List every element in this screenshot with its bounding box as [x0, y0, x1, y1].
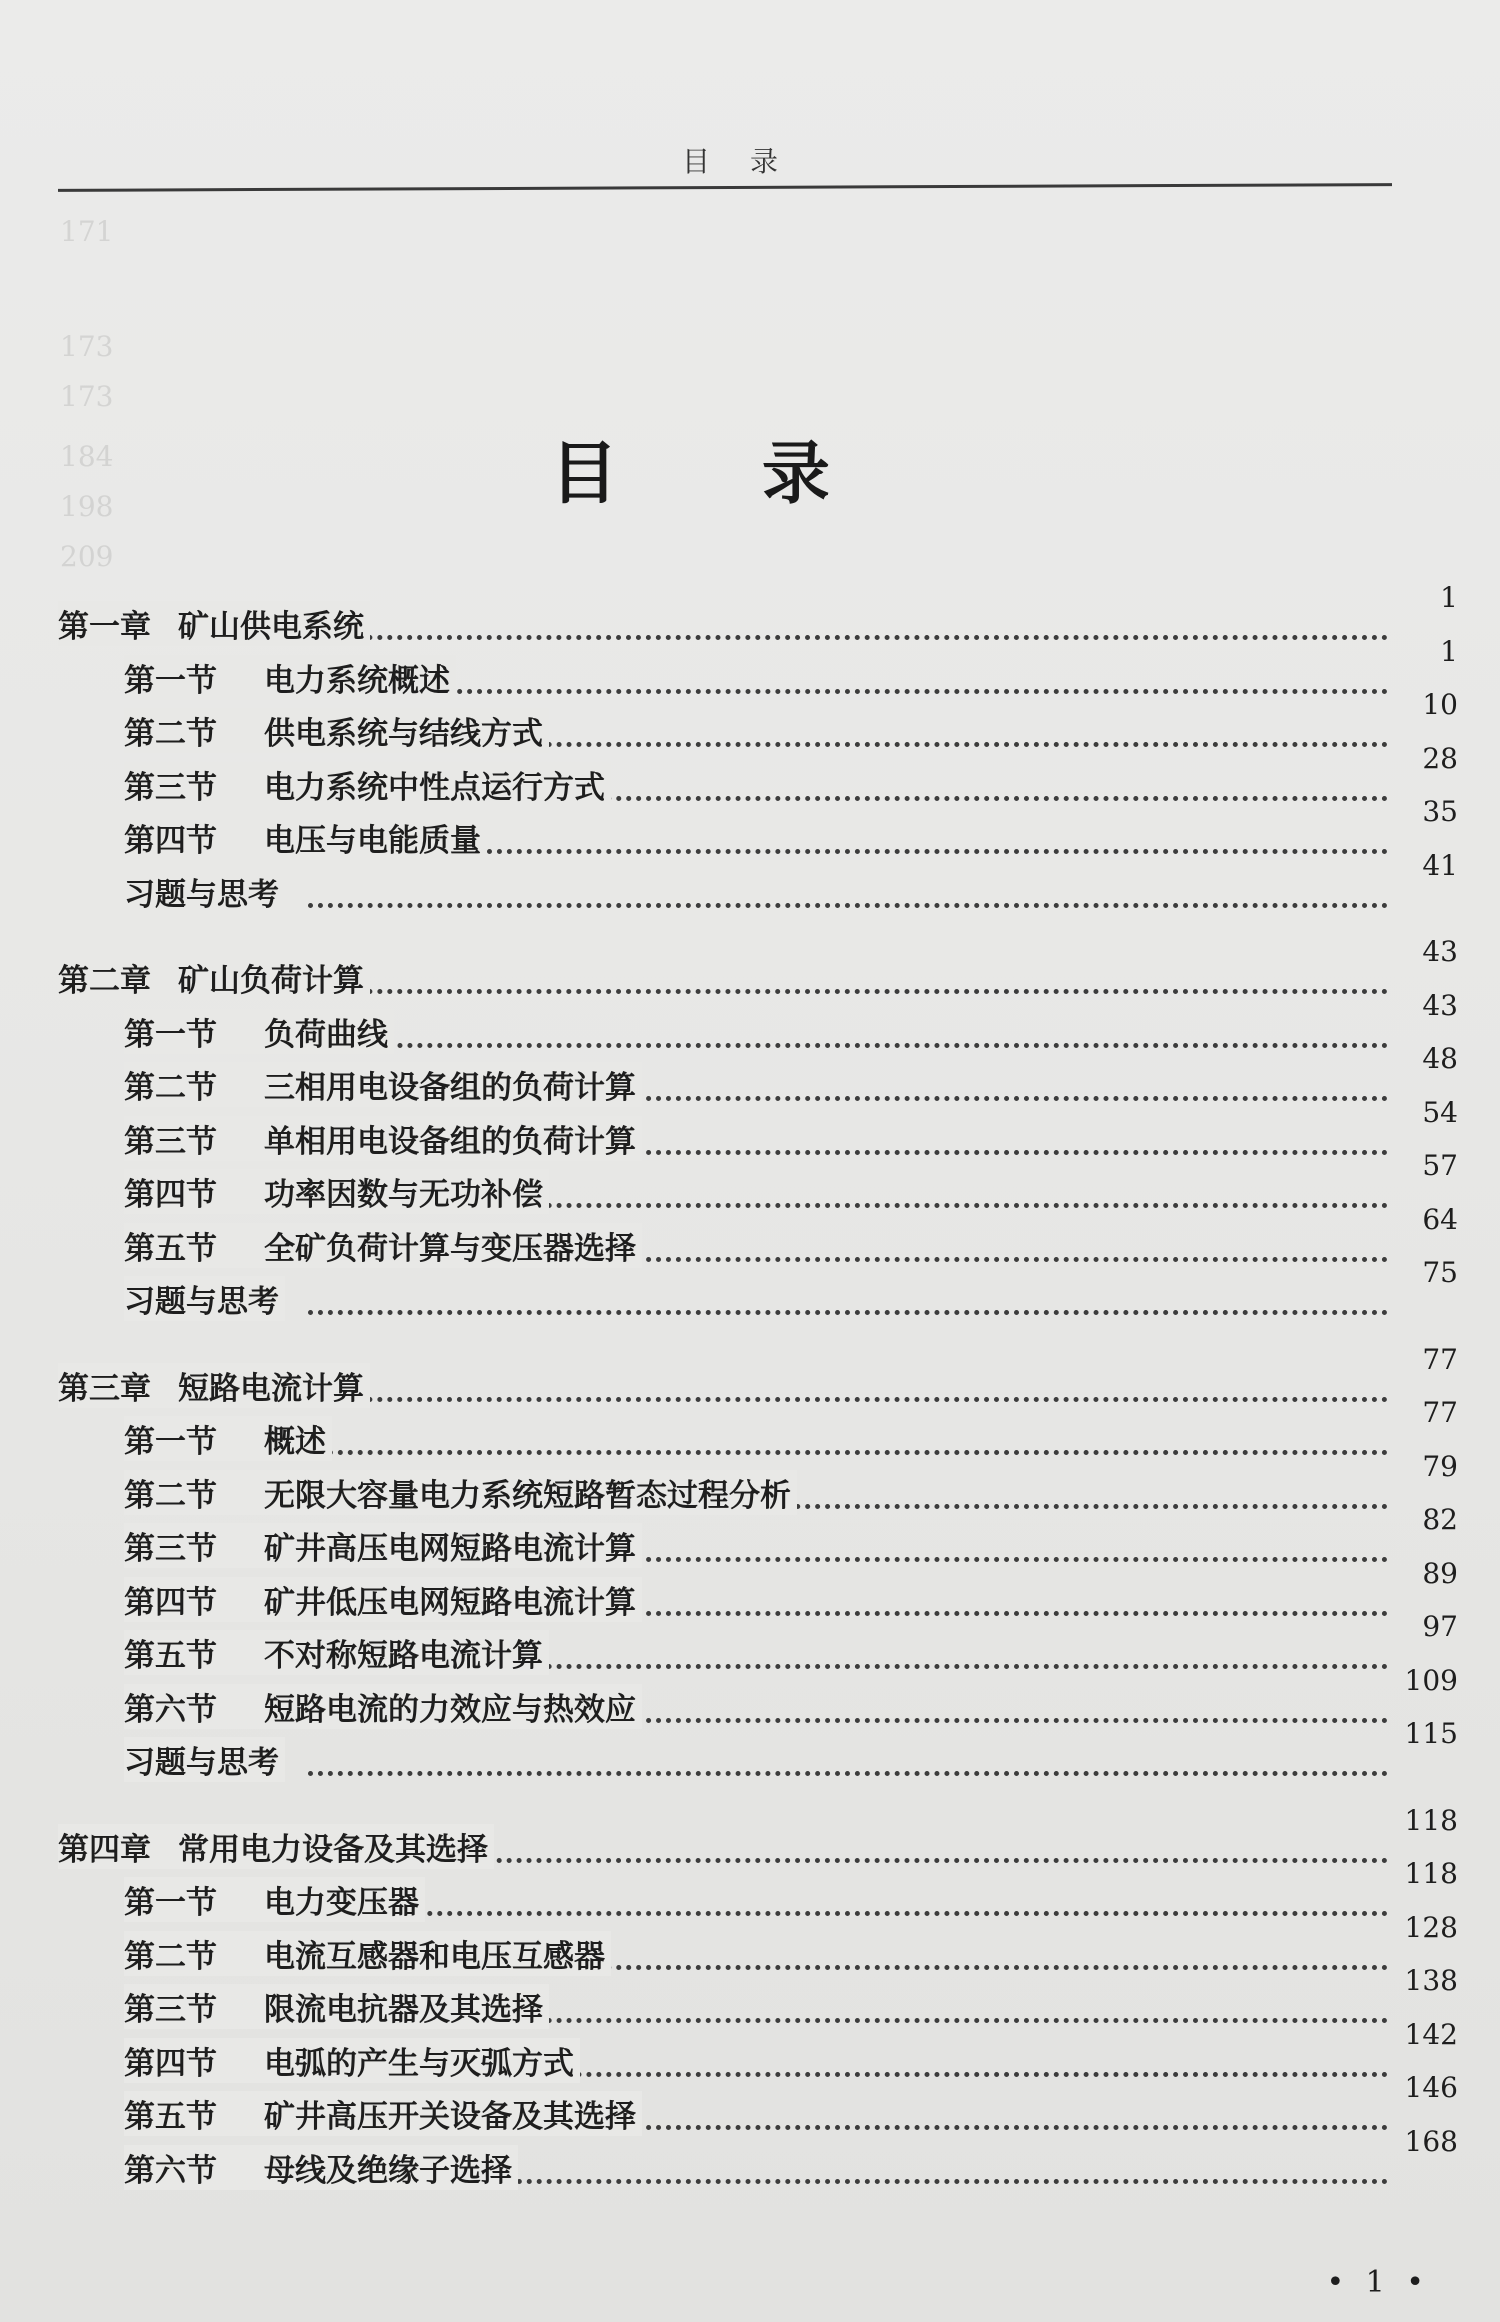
- header-rule: [58, 183, 1392, 192]
- toc-entry-number: 第五节: [124, 1230, 217, 1267]
- toc-entry-title: 矿山供电系统: [178, 609, 364, 645]
- toc-page-number: 146: [1404, 2071, 1458, 2104]
- toc-entry-label: [124, 655, 456, 700]
- toc-entry-label: [124, 1062, 642, 1107]
- toc-chapter-entry: [58, 1342, 1458, 1408]
- bleed-through-text: 184: [60, 440, 114, 473]
- toc-page-number: 75: [1422, 1256, 1458, 1289]
- toc-entry-title: 全矿负荷计算与变压器选择: [264, 1230, 636, 1267]
- bleed-through-text: 209: [60, 540, 114, 573]
- toc-page-number: 138: [1404, 1964, 1458, 1997]
- toc-entry-number: 第六节: [124, 2152, 217, 2189]
- toc-entry-title: 常用电力设备及其选择: [178, 1831, 488, 1868]
- toc-entry-number: 第六节: [124, 1691, 217, 1728]
- toc-entry-title: 习题与思考: [124, 876, 279, 913]
- toc-section-entry: [58, 1449, 1458, 1515]
- toc-entry-label: [124, 1416, 332, 1461]
- toc-entry-number: 第三章: [58, 1370, 151, 1407]
- toc-entry-number: 第二节: [124, 1477, 217, 1514]
- toc-chapter-entry: [58, 935, 1458, 1000]
- toc-entry-label: [124, 1984, 549, 2029]
- toc-page-number: 48: [1422, 1042, 1458, 1075]
- toc-section-entry: [58, 2017, 1458, 2083]
- toc-page-number: 128: [1404, 1910, 1458, 1944]
- toc-entry-label: [124, 1116, 642, 1161]
- toc-entry-label: [124, 1737, 285, 1782]
- toc-page-number: 118: [1404, 1857, 1458, 1890]
- toc-section-entry: [58, 1202, 1458, 1268]
- toc-page-number: 77: [1422, 1342, 1458, 1376]
- toc-entry-label: [124, 2145, 518, 2190]
- toc-page-number: 97: [1422, 1610, 1458, 1643]
- toc-section-entry: [58, 1095, 1458, 1161]
- toc-entry-title: 无限大容量电力系统短路暂态过程分析: [264, 1477, 791, 1514]
- toc-entry-title: 矿山负荷计算: [178, 963, 364, 999]
- toc-entry-number: 第二节: [124, 1938, 217, 1975]
- toc-page-number: 77: [1422, 1396, 1458, 1429]
- toc-chapter-entry: [58, 581, 1458, 646]
- toc-entry-title: 不对称短路电流计算: [264, 1638, 543, 1674]
- toc-entry-number: 第一节: [124, 1424, 217, 1460]
- toc-entry-title: 三相用电设备组的负荷计算: [264, 1070, 636, 1106]
- leader-dots: [308, 1771, 1388, 1776]
- toc-exercise-entry: [58, 1717, 1458, 1782]
- toc-page-number: 43: [1422, 988, 1458, 1022]
- toc-entry-label: [58, 1363, 370, 1408]
- toc-page-number: 118: [1404, 1803, 1458, 1837]
- toc-entry-title: 电弧的产生与灭弧方式: [264, 2045, 574, 2082]
- toc-entry-label: [124, 869, 285, 914]
- toc-entry-label: [124, 1684, 642, 1729]
- toc-entry-label: [124, 762, 611, 807]
- toc-exercise-entry: [58, 848, 1458, 914]
- toc-section-entry: [58, 1910, 1458, 1976]
- toc-section-entry: [58, 795, 1458, 860]
- leader-dots: [258, 1397, 1388, 1402]
- toc-entry-number: 第四节: [124, 1177, 217, 1213]
- toc-entry-number: 第一节: [124, 1885, 217, 1921]
- toc-entry-title: 矿井高压电网短路电流计算: [264, 1531, 636, 1567]
- toc-entry-label: [58, 955, 370, 1000]
- toc-entry-title: 电力变压器: [264, 1885, 419, 1921]
- leader-dots: [258, 635, 1388, 640]
- bleed-through-text: 198: [60, 490, 114, 523]
- toc-entry-number: 第一节: [124, 662, 217, 699]
- toc-entry-number: 第四节: [124, 823, 217, 859]
- toc-page-number: 54: [1422, 1095, 1458, 1129]
- running-head: 目录: [681, 145, 818, 178]
- toc-entry-label: [124, 1223, 642, 1268]
- toc-section-entry: [58, 1042, 1458, 1107]
- toc-section-entry: [58, 2124, 1458, 2190]
- leader-dots: [308, 903, 1388, 908]
- toc-entry-label: [124, 1523, 642, 1568]
- toc-page-number: 35: [1422, 795, 1458, 828]
- toc-chapter-entry: [58, 1803, 1458, 1869]
- toc-section-entry: [58, 988, 1458, 1054]
- toc-page-number: 1: [1440, 581, 1458, 614]
- toc-page-number: 1: [1440, 634, 1458, 668]
- page-number: • 1 •: [1326, 2265, 1430, 2300]
- bleed-through-text: 173: [60, 330, 114, 363]
- toc-entry-title: 电压与电能质量: [264, 823, 481, 859]
- toc-entry-number: 第四节: [124, 2045, 217, 2082]
- toc-entry-title: 功率因数与无功补偿: [264, 1177, 543, 1213]
- bleed-through-text: 171: [60, 215, 114, 248]
- toc-entry-number: 第三节: [124, 1531, 217, 1567]
- toc-entry-label: [124, 1630, 549, 1675]
- toc-entry-label: [124, 1931, 611, 1976]
- toc-entry-title: 限流电抗器及其选择: [264, 1992, 543, 2028]
- toc-entry-title: 电流互感器和电压互感器: [264, 1938, 605, 1975]
- toc-section-entry: [58, 1964, 1458, 2029]
- leader-dots: [308, 689, 1388, 694]
- toc-page-number: 142: [1404, 2017, 1458, 2051]
- toc-entry-title: 习题与思考: [124, 1745, 279, 1781]
- toc-page-number: 64: [1422, 1202, 1458, 1236]
- toc-entry-label: [124, 1009, 394, 1054]
- toc-entry-title: 母线及绝缘子选择: [264, 2152, 512, 2189]
- toc-entry-number: 第五节: [124, 2099, 217, 2135]
- toc-entry-number: 第四章: [58, 1831, 151, 1868]
- toc-entry-label: [124, 1276, 285, 1321]
- toc-entry-title: 短路电流的力效应与热效应: [264, 1691, 636, 1728]
- toc-entry-label: [124, 1169, 549, 1214]
- toc-entry-number: 第三节: [124, 1992, 217, 2028]
- toc-page-number: 28: [1422, 741, 1458, 775]
- toc-entry-number: 第五节: [124, 1638, 217, 1674]
- toc-entry-number: 第一章: [58, 609, 151, 645]
- toc-entry-label: [58, 1824, 494, 1869]
- page-title: 目 录: [550, 434, 890, 514]
- toc-entry-number: 第二章: [58, 963, 151, 999]
- toc-section-entry: [58, 1857, 1458, 1922]
- toc-page-number: 115: [1404, 1717, 1458, 1750]
- toc-entry-title: 单相用电设备组的负荷计算: [264, 1123, 636, 1160]
- toc-page-number: 109: [1404, 1663, 1458, 1697]
- toc-entry-title: 负荷曲线: [264, 1016, 388, 1053]
- toc-page-number: 168: [1404, 2124, 1458, 2158]
- toc-entry-label: [124, 1877, 425, 1922]
- toc-page-number: 82: [1422, 1503, 1458, 1536]
- leader-dots: [308, 1911, 1388, 1916]
- toc-entry-number: 第三节: [124, 769, 217, 806]
- toc-page-number: 10: [1422, 688, 1458, 721]
- toc-entry-title: 供电系统与结线方式: [264, 716, 543, 752]
- toc-entry-title: 电力系统中性点运行方式: [264, 769, 605, 806]
- leader-dots: [308, 1450, 1388, 1455]
- toc-page-number: 89: [1422, 1556, 1458, 1590]
- toc-entry-label: [124, 708, 549, 753]
- toc-entry-label: [124, 1470, 797, 1515]
- toc-entry-number: 第二节: [124, 716, 217, 752]
- toc-entry-number: 第四节: [124, 1584, 217, 1621]
- leader-dots: [308, 1310, 1388, 1315]
- toc-section-entry: [58, 1149, 1458, 1214]
- toc-page-number: 41: [1422, 848, 1458, 882]
- toc-section-entry: [58, 1663, 1458, 1729]
- toc-entry-number: 第三节: [124, 1123, 217, 1160]
- toc-section-entry: [58, 1396, 1458, 1461]
- bleed-through-text: 173: [60, 380, 114, 413]
- toc-entry-label: [124, 1577, 642, 1622]
- toc-entry-label: [124, 2038, 580, 2083]
- toc-section-entry: [58, 1503, 1458, 1568]
- toc-section-entry: [58, 1610, 1458, 1675]
- toc-page-number: 43: [1422, 935, 1458, 968]
- toc-exercise-entry: [58, 1256, 1458, 1321]
- toc-entry-label: [124, 2091, 642, 2136]
- toc-section-entry: [58, 688, 1458, 753]
- toc-entry-title: 概述: [264, 1424, 326, 1460]
- leader-dots: [308, 1043, 1388, 1048]
- toc-entry-title: 习题与思考: [124, 1284, 279, 1320]
- leader-dots: [258, 989, 1388, 994]
- toc-entry-number: 第二节: [124, 1070, 217, 1106]
- toc-page-number: 57: [1422, 1149, 1458, 1182]
- toc-page-number: 79: [1422, 1449, 1458, 1483]
- toc-entry-number: 第一节: [124, 1016, 217, 1053]
- toc-entry-label: [124, 815, 487, 860]
- toc-entry-title: 电力系统概述: [264, 662, 450, 699]
- toc-entry-title: 短路电流计算: [178, 1370, 364, 1407]
- toc-entry-title: 矿井高压开关设备及其选择: [264, 2099, 636, 2135]
- toc-section-entry: [58, 2071, 1458, 2136]
- toc-section-entry: [58, 741, 1458, 807]
- toc-section-entry: [58, 1556, 1458, 1622]
- toc-entry-label: [58, 601, 370, 646]
- toc-entry-title: 矿井低压电网短路电流计算: [264, 1584, 636, 1621]
- toc-section-entry: [58, 634, 1458, 700]
